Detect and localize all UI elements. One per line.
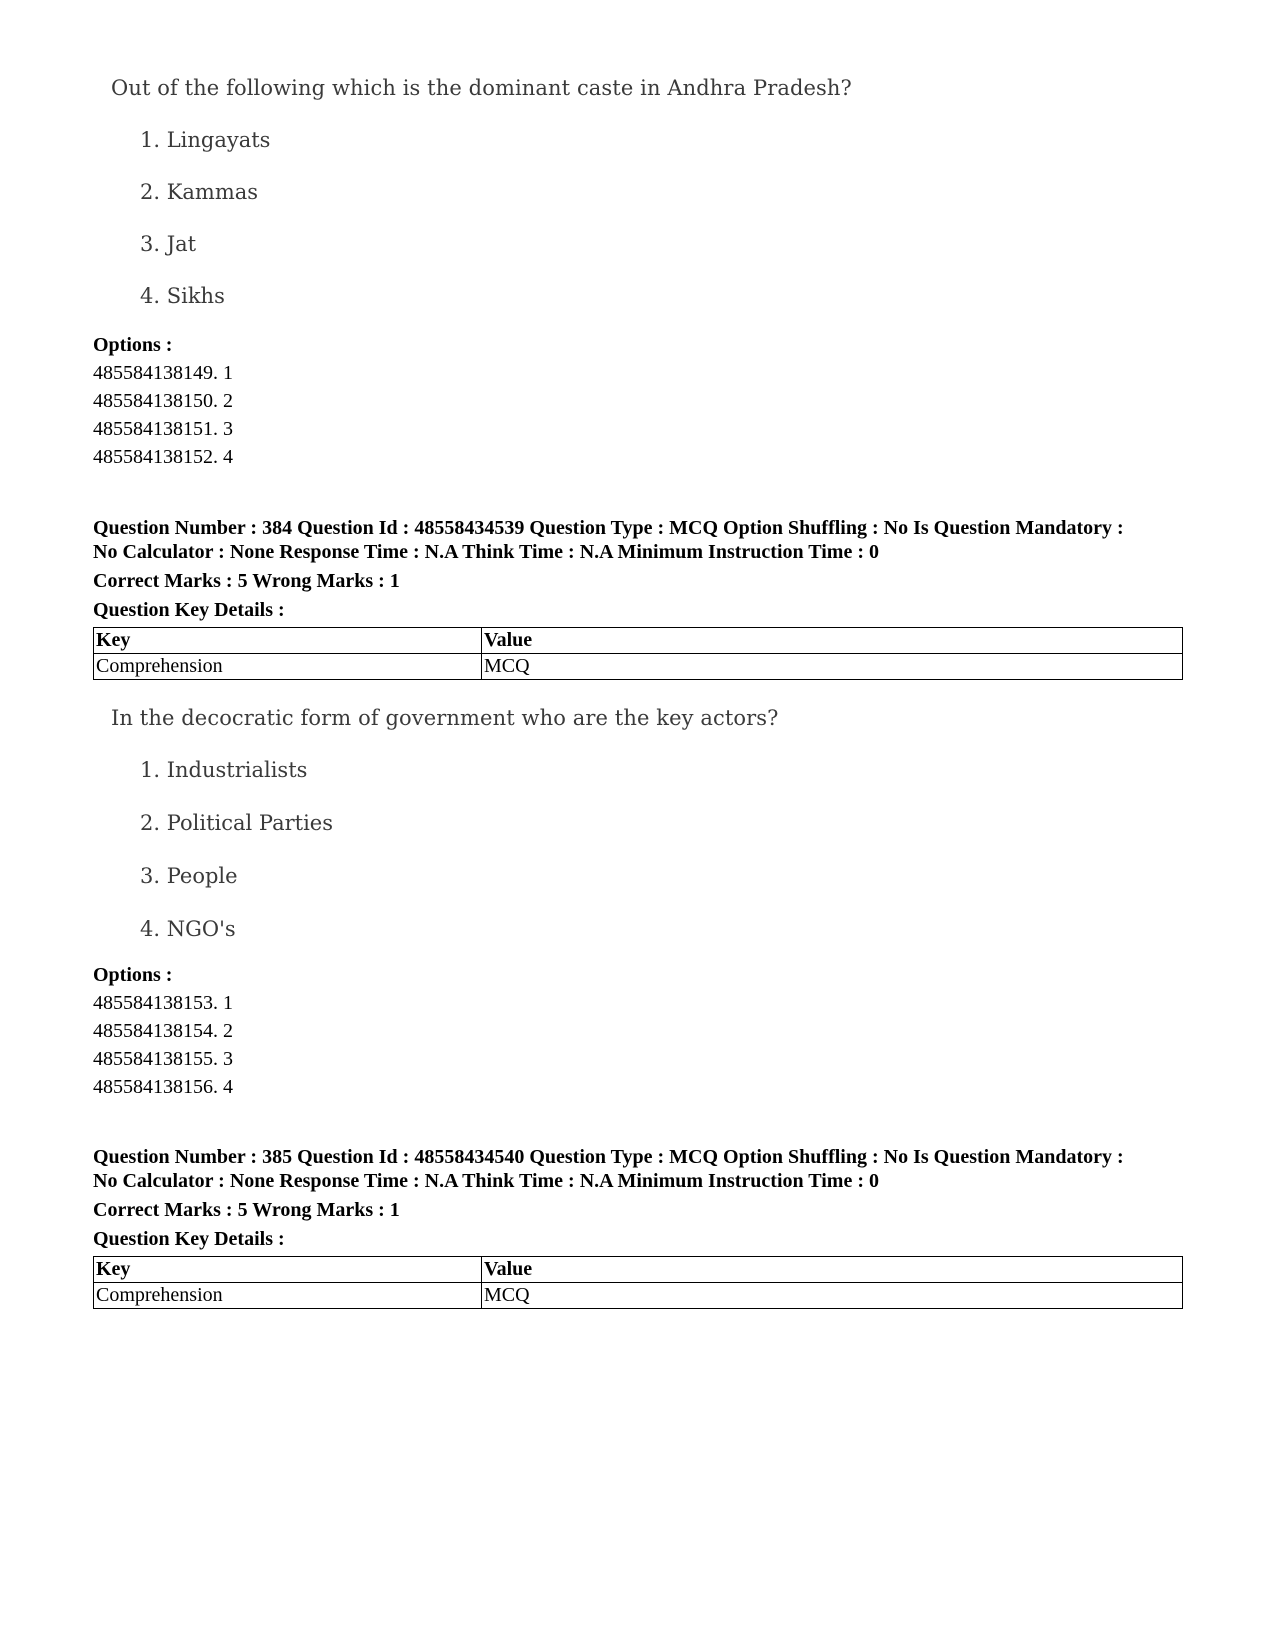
table-header-row (94, 628, 1183, 654)
question-choice: 3. People (140, 864, 238, 888)
option-id: 485584138156. 4 (93, 1076, 233, 1098)
table-row (94, 1283, 1183, 1309)
question-key-table (93, 627, 1183, 680)
question-meta-line2: No Calculator : None Response Time : N.A Think Time : N.A Minimum Instruction Time : 0 (93, 541, 879, 563)
question-marks: Correct Marks : 5 Wrong Marks : 1 (93, 570, 400, 592)
question-meta-line1: Question Number : 385 Question Id : 48558434540 Question Type : MCQ Option Shuffling : No Is Question Mandatory : (93, 1146, 1124, 1168)
table-header-key: Key (94, 628, 482, 654)
table-header-row (94, 1257, 1183, 1283)
option-id: 485584138154. 2 (93, 1020, 233, 1042)
option-id: 485584138150. 2 (93, 390, 233, 412)
question-choice: 2. Political Parties (140, 811, 333, 835)
question-text: Out of the following which is the dominant caste in Andhra Pradesh? (111, 76, 852, 100)
options-label: Options : (93, 334, 173, 356)
question-choice: 3. Jat (140, 232, 197, 256)
option-id: 485584138149. 1 (93, 362, 233, 384)
option-id: 485584138153. 1 (93, 992, 233, 1014)
table-cell-key: Comprehension (94, 654, 482, 680)
table-cell-key: Comprehension (94, 1283, 482, 1309)
table-header-key: Key (94, 1257, 482, 1283)
question-choice: 2. Kammas (140, 180, 259, 204)
options-label: Options : (93, 964, 173, 986)
table-cell-value: MCQ (482, 654, 1183, 680)
question-text: In the decocratic form of government who are the key actors? (111, 706, 779, 730)
question-key-table (93, 1256, 1183, 1309)
question-choice: 1. Lingayats (140, 128, 271, 152)
question-marks: Correct Marks : 5 Wrong Marks : 1 (93, 1199, 400, 1221)
key-details-label: Question Key Details : (93, 599, 285, 621)
question-meta-line1: Question Number : 384 Question Id : 48558434539 Question Type : MCQ Option Shuffling : No Is Question Mandatory : (93, 517, 1124, 539)
question-meta-line2: No Calculator : None Response Time : N.A Think Time : N.A Minimum Instruction Time : 0 (93, 1170, 879, 1192)
table-row (94, 654, 1183, 680)
question-choice: 1. Industrialists (140, 758, 308, 782)
table-header-value: Value (482, 628, 1183, 654)
option-id: 485584138152. 4 (93, 446, 233, 468)
option-id: 485584138155. 3 (93, 1048, 233, 1070)
option-id: 485584138151. 3 (93, 418, 233, 440)
table-cell-value: MCQ (482, 1283, 1183, 1309)
question-choice: 4. NGO's (140, 917, 236, 941)
question-choice: 4. Sikhs (140, 284, 225, 308)
key-details-label: Question Key Details : (93, 1228, 285, 1250)
table-header-value: Value (482, 1257, 1183, 1283)
